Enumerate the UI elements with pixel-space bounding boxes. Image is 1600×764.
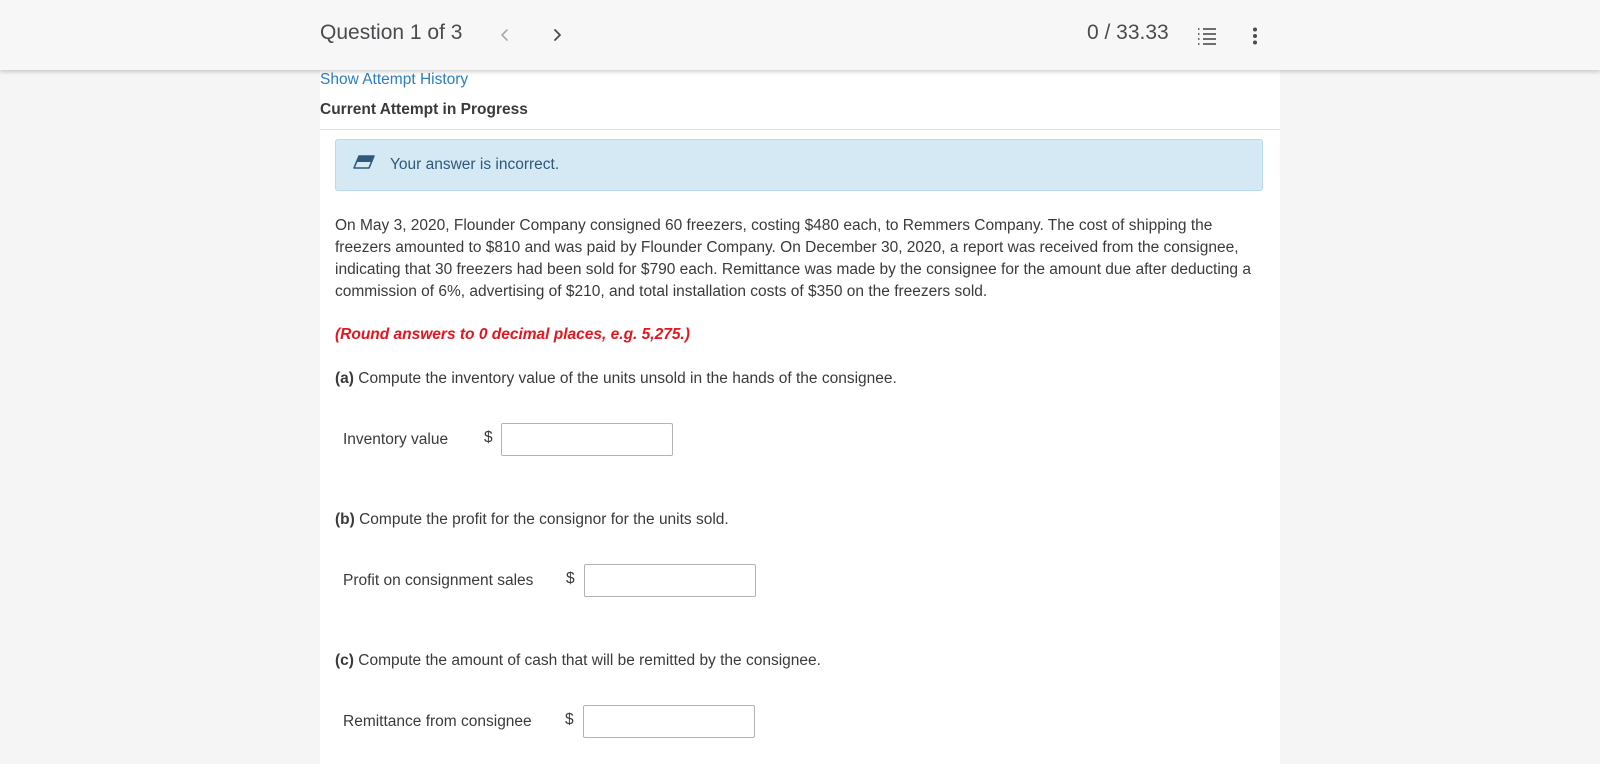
part-b-letter: (b) <box>335 511 355 528</box>
part-c-letter: (c) <box>335 652 354 669</box>
eraser-icon <box>352 154 376 177</box>
currency-symbol: $ <box>484 429 493 446</box>
rounding-instruction: (Round answers to 0 decimal places, e.g. 5,275.) <box>335 326 690 343</box>
question-counter: Question 1 of 3 <box>320 21 463 44</box>
feedback-alert <box>335 139 1263 191</box>
currency-symbol: $ <box>566 570 575 587</box>
more-options-button[interactable] <box>1241 22 1269 50</box>
chevron-left-icon <box>498 28 512 42</box>
divider <box>320 129 1280 130</box>
remittance-from-consignee-label: Remittance from consignee <box>343 713 532 730</box>
profit-on-consignment-sales-label: Profit on consignment sales <box>343 572 534 589</box>
part-c-question <box>335 652 821 670</box>
inventory-value-input[interactable] <box>501 423 673 456</box>
part-a-question <box>335 370 897 388</box>
attempt-heading: Current Attempt in Progress <box>320 101 528 118</box>
chevron-right-icon <box>550 28 564 42</box>
remittance-from-consignee-input[interactable] <box>583 705 755 738</box>
part-b-question <box>335 511 729 529</box>
next-question-button[interactable] <box>544 22 570 48</box>
show-attempt-history-link[interactable]: Show Attempt History <box>320 71 469 88</box>
part-a-text: Compute the inventory value of the units unsold in the hands of the consignee. <box>358 370 897 387</box>
more-vertical-icon <box>1251 26 1259 46</box>
profit-on-consignment-sales-input[interactable] <box>584 564 756 597</box>
inventory-value-label: Inventory value <box>343 431 449 448</box>
question-header <box>0 0 1600 70</box>
question-content <box>320 70 1280 764</box>
part-b-text: Compute the profit for the consignor for the units sold. <box>359 511 729 528</box>
problem-statement: On May 3, 2020, Flounder Company consigned 60 freezers, costing $480 each, to Remmers Company. The cost of shipping the freezers amounted to $810 and was paid by Flounder Company. On December 30, 2020, a report was received from the consignee, indicating that 30 freezers had been sold for $790 each. Remittance was made by the consignee for the amount due after deducting a commission of 6%, advertising of $210, and total installation costs of $350 on the freezers sold. <box>335 217 1251 300</box>
part-a-letter: (a) <box>335 370 354 387</box>
question-list-button[interactable] <box>1193 22 1221 50</box>
previous-question-button[interactable] <box>492 22 518 48</box>
list-icon <box>1196 26 1218 46</box>
part-c-text: Compute the amount of cash that will be remitted by the consignee. <box>358 652 821 669</box>
currency-symbol: $ <box>565 711 574 728</box>
score-display: 0 / 33.33 <box>1087 21 1169 44</box>
feedback-message: Your answer is incorrect. <box>390 156 560 173</box>
